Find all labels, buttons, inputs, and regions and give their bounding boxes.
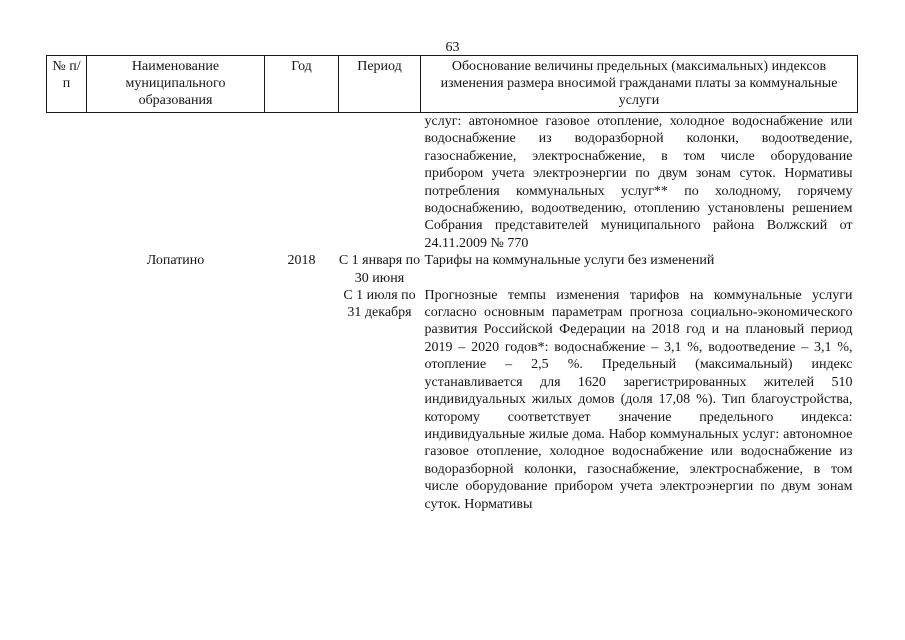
period-first-half: С 1 января по 30 июня — [338, 253, 421, 286]
basis-first-half: Тарифы на коммунальные услуги без изменений — [424, 253, 715, 269]
table-header-row — [47, 56, 858, 113]
row-num — [47, 252, 87, 513]
row-municipality-name — [87, 252, 265, 513]
table-row — [47, 252, 858, 513]
header-year: Год — [265, 56, 339, 113]
municipality-name-text: Лопатино — [146, 253, 205, 269]
continuation-basis-text — [421, 113, 858, 253]
row-year: 2018 — [287, 253, 316, 269]
table-row-continuation — [47, 113, 858, 253]
row-period — [339, 252, 421, 513]
header-num: № п/п — [47, 56, 87, 113]
header-period: Период — [339, 56, 421, 113]
header-basis: Обоснование величины предельных (максимальных) индексов изменения размера вносимой гражданами платы за коммунальные услуги — [421, 56, 858, 113]
header-municipality-name: Наименование муниципального образования — [87, 56, 265, 113]
period-second-half: С 1 июля по 31 декабря — [343, 288, 416, 321]
tariff-index-table — [46, 55, 858, 513]
continuation-paragraph: услуг: автономное газовое отопление, холодное водоснабжение или водоснабжение из водоразборной колонки, водоотведение, газоснабжение, электроснабжение, в том числе оборудование прибором учета электроэнергии по двум зонам суток. Нормативы потребления коммунальных услуг** по холодному, горячему водоснабжению, водоотведению, отоплению установлены решением Собрания представителей муниципального района Волжский от 24.11.2009 № 770 — [424, 114, 853, 251]
page-number: 63 — [445, 40, 460, 55]
row-basis — [421, 252, 858, 513]
basis-second-half: Прогнозные темпы изменения тарифов на коммунальные услуги согласно основным параметрам прогноза социально-экономического развития Российской Федерации на 2018 год и на плановый период 2019 – 2020 годов*: водоснабжение – 3,1 %, водоотведение – 3,1 %, отопление – 2,5 %. Предельный (максимальный) индекс устанавливается для 1620 зарегистрированных жителей 510 индивидуальных жилых домов (доля 17,08 %). Тип благоустройства, которому соответствует значение предельного индекса: индивидуальные жилые дома. Набор коммунальных услуг: автономное газовое отопление, холодное водоснабжение или водоснабжение из водоразборной колонки, газоснабжение, электроснабжение, в том числе оборудование прибором учета электроэнергии по двум зонам суток. Нормативы — [424, 287, 853, 512]
